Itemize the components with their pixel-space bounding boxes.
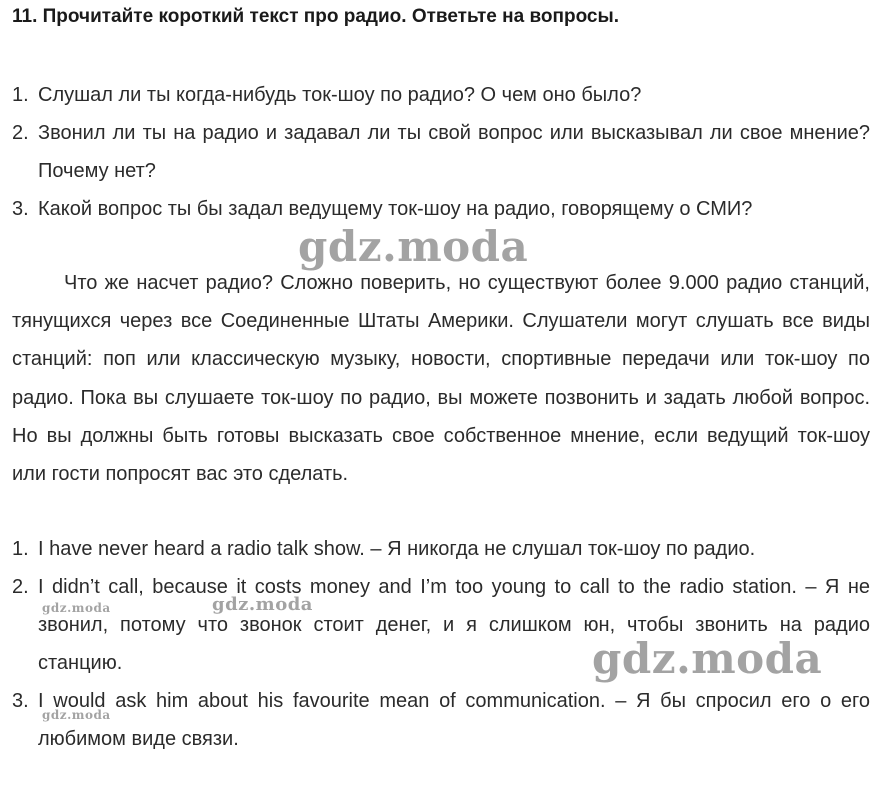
question-text: Какой вопрос ты бы задал ведущему ток-шоу на радио, говорящему о СМИ? [38, 198, 753, 220]
question-item-2 [12, 114, 870, 190]
reading-passage: Что же насчет радио? Сложно поверить, но существуют более 9.000 радио станций, тянущихся через все Соединенные Штаты Америки. Слушатели могут слушать все виды станций: поп или классическую музыку, новости, спортивные передачи или ток-шоу по радио. Пока вы слушаете ток-шоу по радио, вы можете позвонить и задать любой вопрос. Но вы должны быть готовы высказать свое собственное мнение, если ведущий ток-шоу или гости попросят вас это сделать. [12, 272, 870, 486]
answer-number: 2. [12, 576, 29, 598]
answer-text: I have never heard a radio talk show. – Я никогда не слушал ток-шоу по радио. [38, 538, 756, 560]
answer-text: I didn’t call, because it costs money and I’m too young to call to the radio station. – Я не звонил, потому что звонок стоит денег, и я слишком юн, чтобы звонить на радио станцию. [38, 576, 870, 674]
answer-number: 1. [12, 538, 29, 560]
question-item-1 [12, 76, 870, 114]
answer-text: I would ask him about his favourite mean of communication. – Я бы спросил его о его любимом виде связи. [38, 690, 870, 750]
answer-number: 3. [12, 690, 29, 712]
watermark-small: gdz.moda [42, 601, 111, 615]
task-heading: 11. Прочитайте короткий текст про радио. Ответьте на вопросы. [12, 6, 619, 27]
watermark-large: gdz.moda [592, 634, 823, 683]
question-list [12, 76, 870, 228]
answer-item-1 [12, 530, 870, 568]
question-text: Звонил ли ты на радио и задавал ли ты свой вопрос или высказывал ли свое мнение? Почему нет? [38, 122, 870, 182]
question-number: 2. [12, 122, 29, 144]
watermark-medium: gdz.moda [212, 594, 313, 615]
watermark-small: gdz.moda [42, 708, 111, 722]
question-number: 1. [12, 84, 29, 106]
watermark-large: gdz.moda [298, 222, 529, 271]
question-number: 3. [12, 198, 29, 220]
question-text: Слушал ли ты когда-нибудь ток-шоу по радио? О чем оно было? [38, 84, 642, 106]
answer-item-3 [12, 682, 870, 758]
